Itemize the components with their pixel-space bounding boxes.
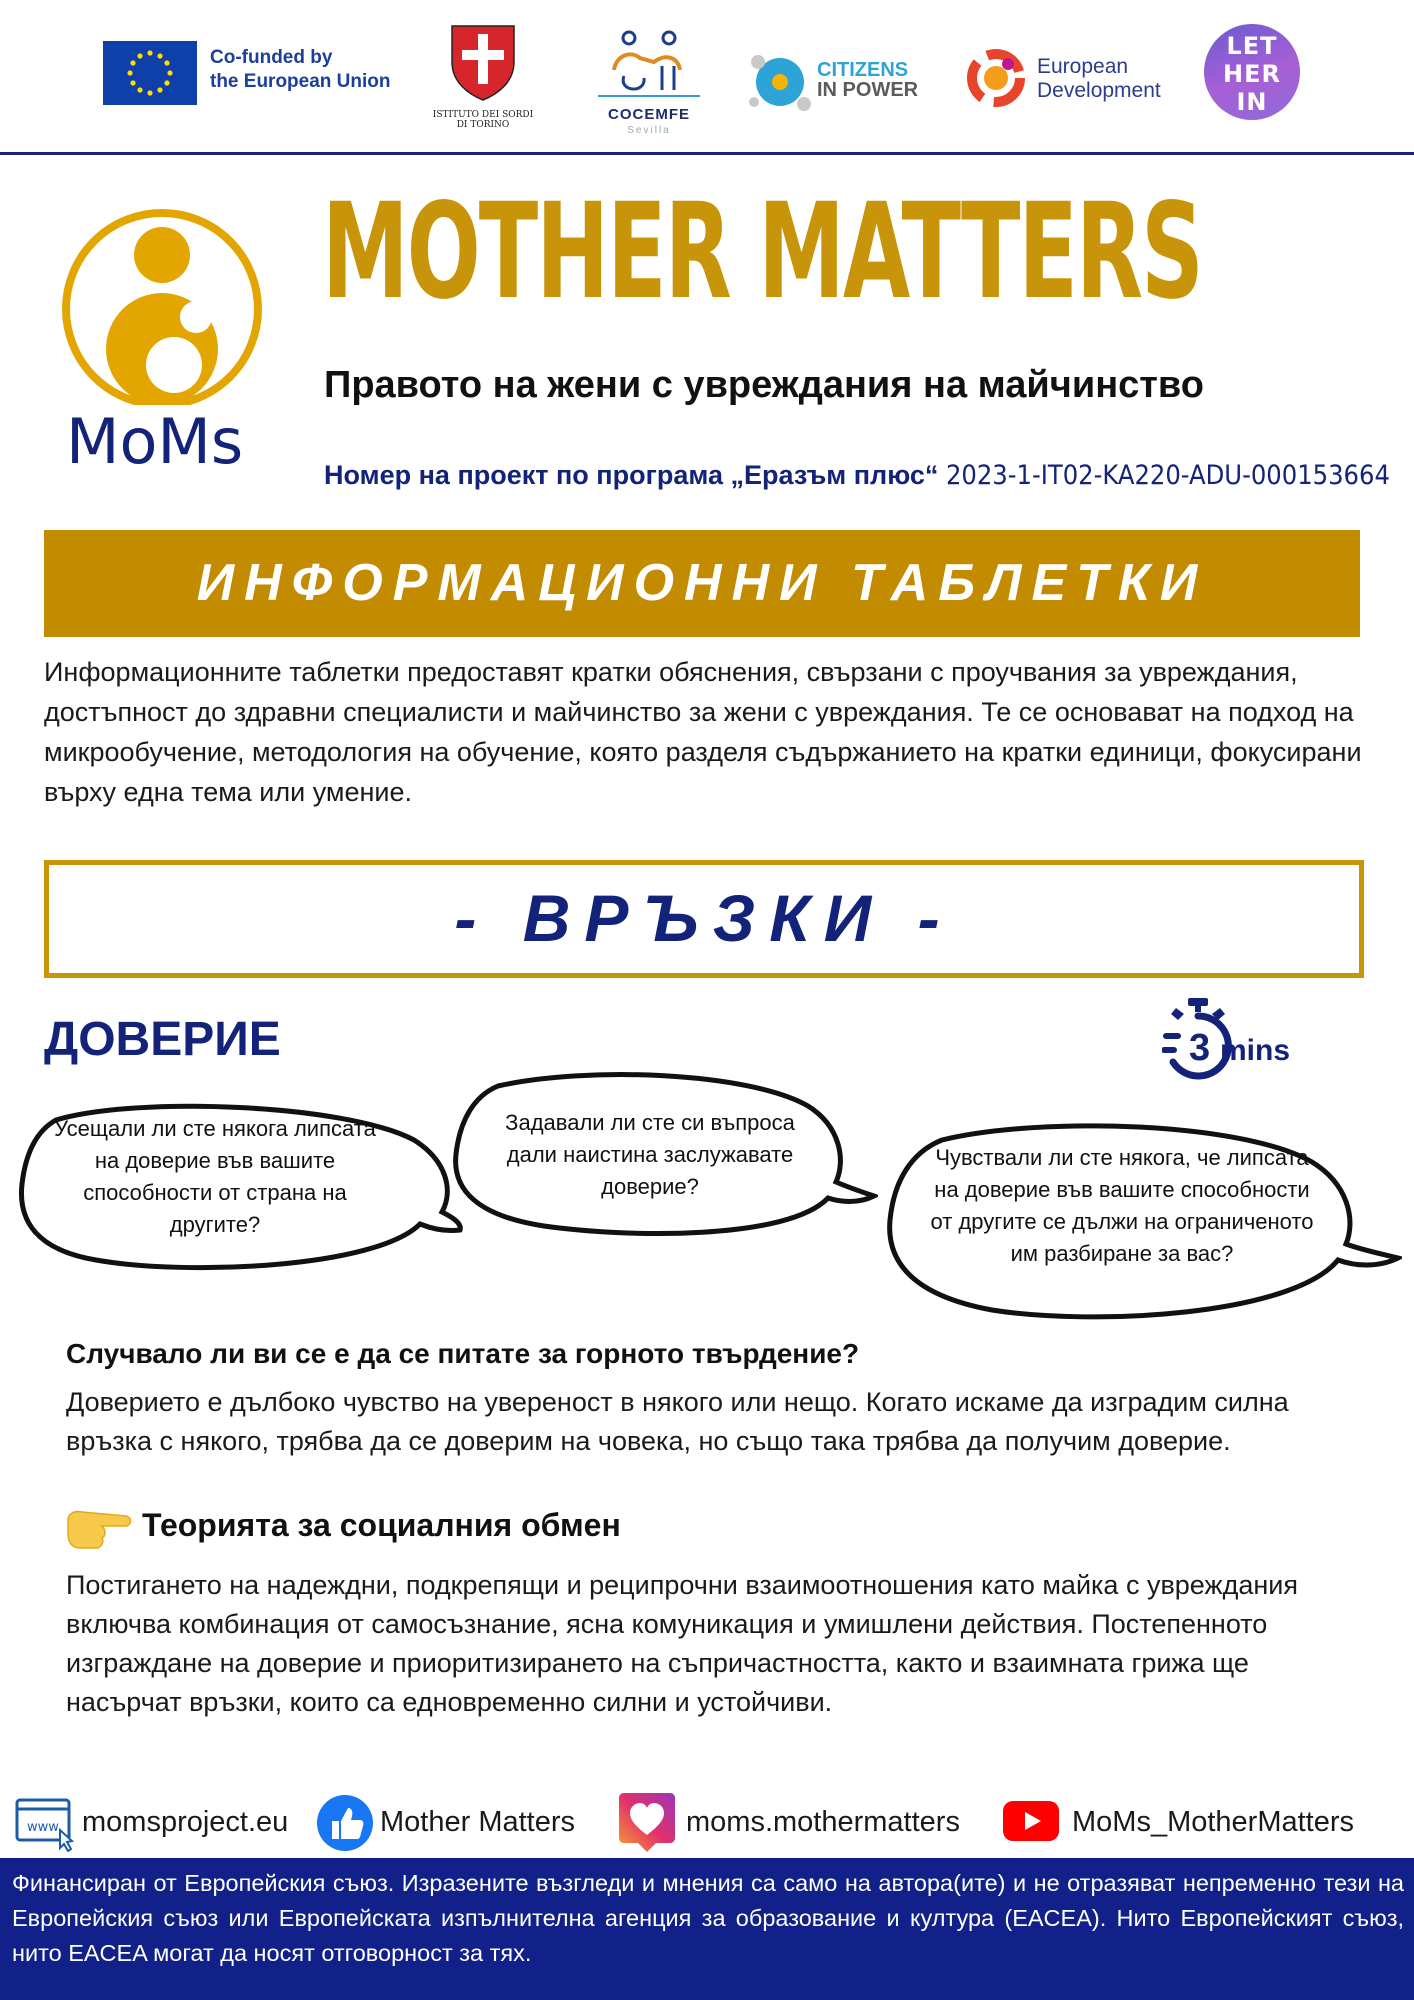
theory-heading: Теорията за социалния обмен [142, 1507, 621, 1543]
moms-logo-word: MoMs [66, 405, 244, 478]
cocemfe-name: COCEMFE [608, 106, 690, 123]
cocemfe-sub: Sevilla [627, 125, 671, 136]
youtube-link[interactable]: MoMs_MotherMatters [1072, 1806, 1355, 1838]
speech-bubble-1-text: Усещали ли сте някога липсата на доверие във вашите способности от страна на другите? [54, 1116, 376, 1237]
website-link[interactable]: momsproject.eu [82, 1806, 289, 1838]
european-development-logo [964, 46, 1028, 110]
section-title: - ВРЪЗКИ - [454, 881, 954, 955]
istituto-sordi-caption: ISTITUTO DEI SORDI DI TORINO [432, 110, 534, 130]
citizens-in-power-logo [744, 48, 816, 116]
european-development-text: European Development [1037, 55, 1161, 102]
speech-bubble-2-text: Задавали ли сте си въпроса дали наистина заслужавате доверие? [505, 1110, 795, 1199]
eu-cofunded-text: Co-funded by the European Union [210, 47, 391, 92]
intro-paragraph: Информационните таблетки предоставят кратки обяснения, свързани с проучвания за увреждания, достъпност до здравни специалисти и майчинство за жени с увреждания. Те се основават на подход на микрообучение, методология на обучение, която разделя съдържанието на кратки единици, фокусирани върху една тема или умение. [44, 657, 1362, 807]
project-number [324, 460, 1390, 491]
eu-flag-logo [103, 41, 197, 105]
project-code: 2023-1-IT02-KA220-ADU-000153664 [945, 460, 1390, 491]
timer-number: 3 [1189, 1027, 1211, 1069]
website-icon [14, 1796, 78, 1852]
trust-paragraph: Доверието е дълбоко чувство на увереност в някого или нещо. Когато искаме да изградим силна връзка с някого, трябва да се доверим на човека, но също така трябва да получим доверие. [66, 1387, 1289, 1456]
header-divider [0, 152, 1414, 155]
facebook-icon [316, 1794, 374, 1852]
page-subtitle: Правото на жени с увреждания на майчинство [324, 364, 1204, 406]
citizens-in-power-text: CITIZENS IN POWER [817, 59, 919, 101]
speech-bubble-3-text: Чувствали ли сте някога, че липсата на доверие във вашите способности от другите се дължи на ограниченото им разбиране за вас? [930, 1145, 1314, 1266]
question-heading: Случвало ли ви се е да се питате за горното твърдение? [66, 1338, 860, 1369]
facebook-link[interactable]: Mother Matters [380, 1806, 575, 1838]
pointing-hand-icon [64, 1506, 132, 1552]
istituto-sordi-shield-logo [448, 22, 518, 102]
partner-logos-bar [0, 0, 1414, 152]
youtube-icon [1002, 1800, 1060, 1842]
cocemfe-logo [594, 26, 704, 104]
page-title: MOTHER MATTERS [322, 175, 1202, 329]
project-label: Номер на проект по програма „Еразъм плюс“ [324, 460, 939, 490]
footer-disclaimer: Финансиран от Европейския съюз. Изразените възгледи и мнения са само на автора(ите) и не отразяват непременно тези на Европейския съюз или Европейската изпълнителна агенция за образование и култура (EACEA). Нито Европейският съюз, нито EACEA могат да носят отговорност за тях. [12, 1870, 1404, 1966]
instagram-heart-icon [618, 1791, 676, 1853]
let-her-in-logo: LET HER IN [1204, 24, 1300, 120]
svg-text:www: www [27, 1820, 59, 1835]
info-banner-label: ИНФОРМАЦИОННИ ТАБЛЕТКИ [196, 554, 1208, 612]
instagram-link[interactable]: moms.mothermatters [686, 1806, 960, 1838]
timer-unit: mins [1220, 1034, 1291, 1067]
topic-title: ДОВЕРИЕ [44, 1013, 281, 1066]
theory-paragraph: Постигането на надеждни, подкрепящи и реципрочни взаимоотношения като майка с увреждания включва комбинация от самосъзнание, ясна комуникация и умишлени действия. Постепенното изграждане на доверие и приоритизирането на съпричастността, както и взаимната грижа ще насърчат връзки, които са едновременно силни и устойчиви. [66, 1570, 1298, 1717]
